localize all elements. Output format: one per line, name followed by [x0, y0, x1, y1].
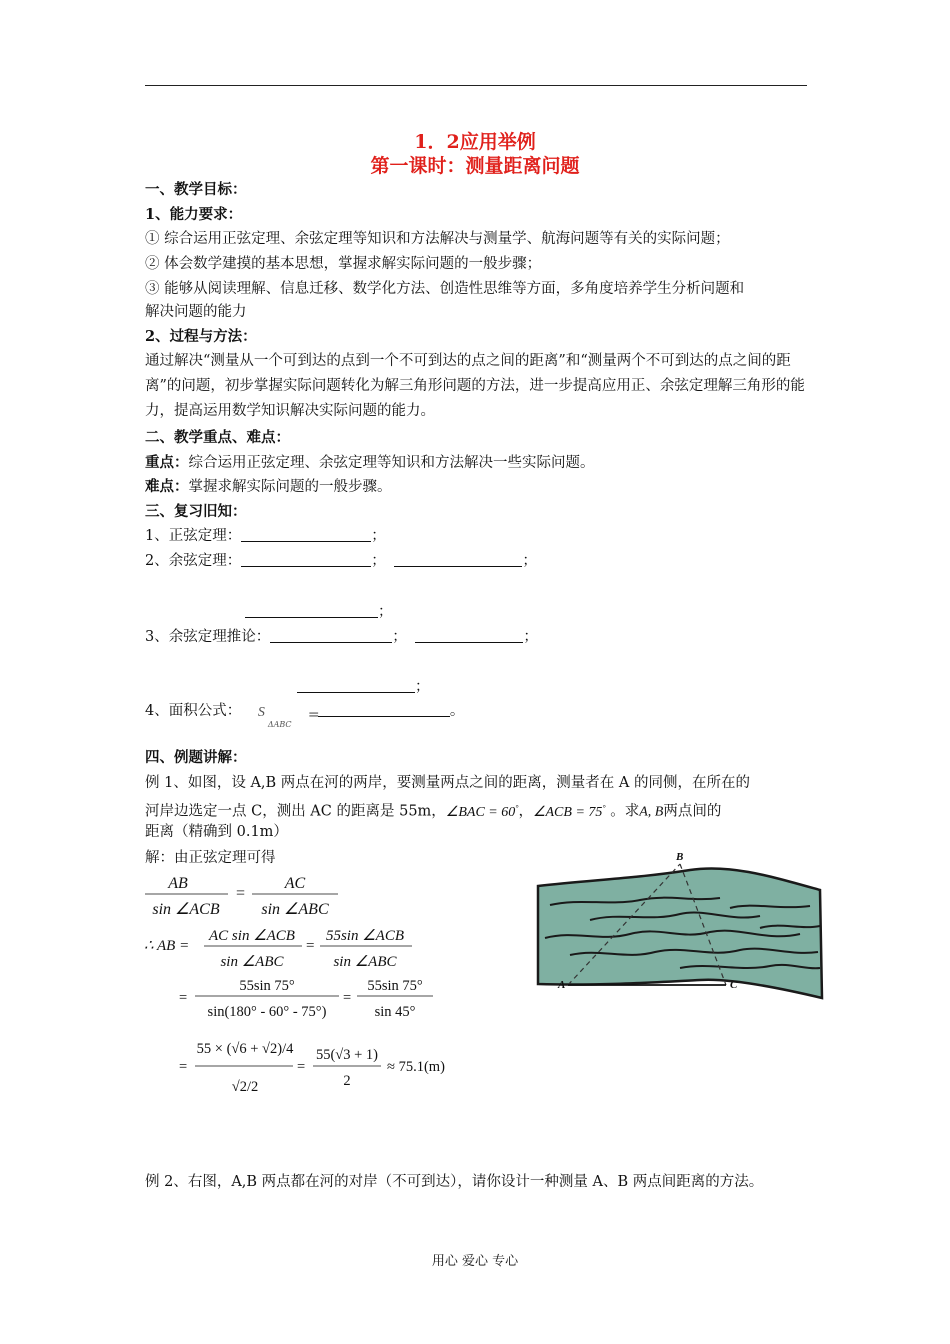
- process-method-text: 通过解决“测量从一个可到达的点到一个不可到达的点之间的距离”和“测量两个不可到达的点之间的距离”的问题，初步掌握实际问题转化为解三角形问题的方法，进一步提高应用正、余弦定理解三角形的能力，提高运用数学知识解决实际问题的能力。: [145, 353, 805, 419]
- title-sub: 第一课时：测量距离问题: [370, 155, 580, 177]
- semicolon: ；: [392, 629, 407, 645]
- review-3-line2: [297, 677, 430, 697]
- section-4-heading: 四、例题讲解：: [145, 749, 247, 766]
- goal-item-3: ③ 能够从阅读理解、信息迁移、数学化方法、创造性思维等方面，多角度培养学生分析问题和: [145, 281, 745, 297]
- section-2-heading: 二、教学重点、难点：: [145, 429, 290, 446]
- section-1-2-heading: 2、过程与方法：: [145, 328, 257, 345]
- section-3-heading: 三、复习旧知：: [145, 503, 247, 520]
- formula-ab-expression: [140, 922, 430, 974]
- review-1-label: 1、正弦定理：: [145, 528, 242, 544]
- goal-item-2: ② 体会数学建摸的基本思想，掌握求解实际问题的一般步骤；: [145, 256, 542, 272]
- area-s: S: [257, 705, 265, 720]
- semicolon: ；: [371, 553, 386, 569]
- f4-result: ≈ 75.1(m): [387, 1059, 445, 1075]
- semicolon: ；: [415, 679, 430, 695]
- area-sub: ΔABC: [267, 720, 292, 729]
- area-formula-symbol: [246, 701, 320, 729]
- f2-eq: =: [306, 938, 315, 954]
- f4-eq1: =: [179, 1059, 188, 1075]
- angle-acb: ∠ACB = 75°: [532, 803, 606, 820]
- f4-den2: 2: [343, 1073, 351, 1089]
- period: 。: [449, 703, 465, 719]
- f2-den2: sin ∠ABC: [333, 954, 397, 970]
- f3-eq2: =: [343, 990, 352, 1006]
- example-1-ask: 。求: [610, 803, 640, 820]
- page-footer: 用心 爱心 专心: [431, 1254, 519, 1269]
- label-b: B: [676, 851, 684, 863]
- example-1-line1: 例 1、如图，设 A,B 两点在河的两岸，要测量两点之间的距离，测量者在 A 的同侧，在所在的: [145, 775, 750, 791]
- hard-text: 掌握求解实际问题的一般步骤。: [188, 479, 392, 495]
- f3-num1: 55sin 75°: [239, 978, 295, 994]
- blank-area-formula[interactable]: [318, 702, 450, 717]
- f2-lhs: ∴ AB =: [144, 938, 190, 954]
- f3-den1: sin(180° - 60° - 75°): [207, 1004, 327, 1020]
- review-2-label: 2、余弦定理：: [145, 553, 242, 569]
- angle-bac: ∠BAC = 60°: [445, 803, 519, 820]
- blank-cosine-3[interactable]: [245, 603, 378, 618]
- review-2-line2: [245, 602, 393, 622]
- blank-cos-corollary-3[interactable]: [297, 678, 415, 693]
- review-2: [145, 551, 537, 571]
- f4-den: √2/2: [231, 1079, 259, 1095]
- f2-num1: AC sin ∠ACB: [209, 928, 295, 944]
- goal-item-3-cont: 解决问题的能力: [145, 304, 247, 320]
- review-3-label: 3、余弦定理推论：: [145, 629, 271, 645]
- section-1-1-heading: 1、能力要求：: [145, 206, 243, 223]
- f1-num-right: AC: [284, 875, 306, 892]
- f1-eq: =: [236, 885, 246, 902]
- review-3: [145, 627, 538, 647]
- section-1-heading: 一、教学目标：: [145, 181, 247, 198]
- f1-num-left: AB: [168, 875, 188, 892]
- f1-den-right: sin ∠ABC: [261, 901, 329, 918]
- points-ab: A, B: [639, 804, 664, 820]
- semicolon: ；: [522, 553, 537, 569]
- blank-sine-law[interactable]: [241, 527, 371, 542]
- f4-num2: 55(√3 + 1): [315, 1047, 379, 1063]
- blank-cosine-2[interactable]: [394, 552, 522, 567]
- formula-sine-ratio: [140, 870, 350, 925]
- semicolon: ；: [378, 604, 393, 620]
- key-point: [145, 453, 595, 473]
- key-label: 重点：: [145, 454, 189, 471]
- review-1: [145, 526, 386, 546]
- example-1-dist: 两点间的: [663, 803, 722, 820]
- semicolon: ；: [371, 528, 386, 544]
- difficult-point: [145, 477, 392, 497]
- blank-cos-corollary-2[interactable]: [415, 628, 523, 643]
- river-figure: [530, 850, 826, 1000]
- f2-den1: sin ∠ABC: [220, 954, 284, 970]
- review-4-label: 4、面积公式：: [145, 703, 242, 719]
- f3-eq1: =: [179, 990, 188, 1006]
- example-1-text: 河岸边选定一点 C，测出 AC 的距离是 55m，: [145, 803, 446, 820]
- label-a: A: [558, 979, 566, 991]
- top-rule: [145, 85, 807, 86]
- semicolon: ；: [523, 629, 538, 645]
- f3-den2: sin 45°: [374, 1004, 416, 1020]
- f4-eq2: =: [297, 1059, 306, 1075]
- example-1-line3: 距离（精确到 0.1m）: [145, 824, 288, 840]
- title-main: 1．2应用举例: [414, 131, 536, 153]
- blank-cos-corollary-1[interactable]: [270, 628, 392, 643]
- solution-intro: 解：由正弦定理可得: [145, 850, 276, 866]
- key-text: 综合运用正弦定理、余弦定理等知识和方法解决一些实际问题。: [188, 455, 595, 471]
- example-2: 例 2、右图，A,B 两点都在河的对岸（不可到达），请你设计一种测量 A、B 两点间距离的方法。: [145, 1174, 764, 1190]
- hard-label: 难点：: [145, 478, 189, 495]
- f3-num2: 55sin 75°: [367, 978, 423, 994]
- formula-sin-angles: [175, 972, 445, 1024]
- example-1-line2: 河岸边选定一点 C，测出 AC 的距离是 55m，∠BAC = 60°，∠ACB = 75° 。求A, B两点间的: [145, 803, 722, 820]
- goal-item-1: ① 综合运用正弦定理、余弦定理等知识和方法解决与测量学、航海问题等有关的实际问题；: [145, 231, 730, 247]
- blank-cosine-1[interactable]: [241, 552, 371, 567]
- f4-num: 55 × (√6 + √2)/4: [196, 1041, 294, 1057]
- area-equals: =: [307, 707, 320, 723]
- label-c: C: [730, 979, 738, 991]
- formula-final-result: [175, 1025, 475, 1120]
- review-4: [145, 701, 465, 729]
- f1-den-left: sin ∠ACB: [152, 901, 220, 918]
- f2-num2: 55sin ∠ACB: [325, 928, 405, 944]
